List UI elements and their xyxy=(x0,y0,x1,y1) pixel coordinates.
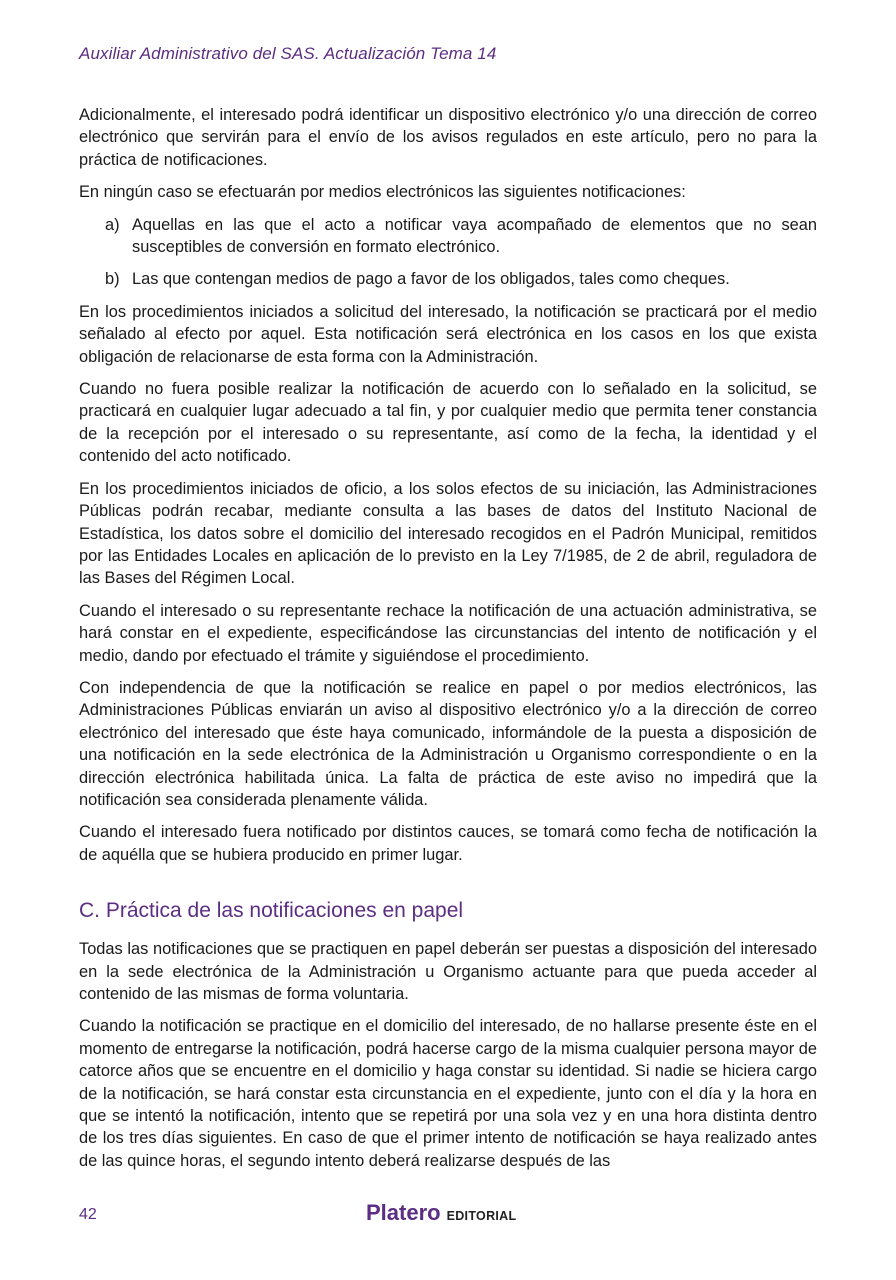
page-number: 42 xyxy=(79,1206,97,1223)
paragraph: En los procedimientos iniciados de oficio, a los solos efectos de su iniciación, las Administraciones Públicas podrán recabar, mediante consulta a las bases de datos del Instituto Nacional de Estadística, los datos sobre el domicilio del interesado recogidos en el Padrón Municipal, remitidos por las Entidades Locales en aplicación de lo previsto en la Ley 7/1985, de 2 de abril, reguladora de las Bases del Régimen Local. xyxy=(79,479,817,588)
page-content xyxy=(79,104,817,1182)
paragraph: Todas las notificaciones que se practiquen en papel deberán ser puestas a disposición del interesado en la sede electrónica de la Administración u Organismo actuante para que pueda acceder al contenido de las mismas de forma voluntaria. xyxy=(79,940,817,1003)
notification-exclusions-list xyxy=(79,214,817,291)
logo-subtitle: EDITORIAL xyxy=(446,1209,517,1223)
paragraph: En ningún caso se efectuarán por medios electrónicos las siguientes notificaciones: xyxy=(79,183,686,202)
section-heading: C. Práctica de las notificaciones en papel xyxy=(79,899,464,923)
list-item-text: Aquellas en las que el acto a notificar vaya acompañado de elementos que no sean susceptibles de conversión en formato electrónico. xyxy=(132,215,817,257)
publisher-logo xyxy=(366,1200,516,1226)
paragraph: Adicionalmente, el interesado podrá identificar un dispositivo electrónico y/o una dirección de correo electrónico que servirán para el envío de los avisos regulados en este artículo, pero no para la práctica de notificaciones. xyxy=(79,106,817,169)
paragraph: Con independencia de que la notificación se realice en papel o por medios electrónicos, las Administraciones Públicas enviarán un aviso al dispositivo electrónico y/o a la dirección de correo electrónico del interesado que éste haya comunicado, informándole de la puesta a disposición de una notificación en la sede electrónica de la Administración u Organismo correspondiente o en la dirección electrónica habilitada única. La falta de práctica de este aviso no impedirá que la notificación sea considerada plenamente válida. xyxy=(79,678,817,809)
logo-name: Platero xyxy=(366,1200,441,1225)
running-header: Auxiliar Administrativo del SAS. Actualización Tema 14 xyxy=(79,44,497,63)
paragraph: Cuando el interesado fuera notificado por distintos cauces, se tomará como fecha de notificación la de aquélla que se hubiera producido en primer lugar. xyxy=(79,823,817,864)
paragraph: En los procedimientos iniciados a solicitud del interesado, la notificación se practicará por el medio señalado al efecto por aquel. Esta notificación será electrónica en los casos en los que exista obligación de relacionarse de esta forma con la Administración. xyxy=(79,302,817,366)
paragraph: Cuando la notificación se practique en el domicilio del interesado, de no hallarse presente éste en el momento de entregarse la notificación, podrá hacerse cargo de la misma cualquier persona mayor de catorce años que se encuentre en el domicilio y haga constar su identidad. Si nadie se hiciera cargo de la notificación, se hará constar esta circunstancia en el expediente, junto con el día y la hora en que se intentó la notificación, intento que se repetirá por una sola vez y en una hora distinta dentro de los tres días siguientes. En caso de que el primer intento de notificación se haya realizado antes de las quince horas, el segundo intento deberá realizarse después de las xyxy=(79,1017,817,1170)
list-item xyxy=(79,214,817,259)
list-item xyxy=(79,268,817,290)
list-item-text: Las que contengan medios de pago a favor de los obligados, tales como cheques. xyxy=(132,270,730,289)
paragraph: Cuando no fuera posible realizar la notificación de acuerdo con lo señalado en la solicitud, se practicará en cualquier lugar adecuado a tal fin, y por cualquier medio que permita tener constancia de la recepción por el interesado o su representante, así como de la fecha, la identidad y el contenido del acto notificado. xyxy=(79,380,817,466)
list-marker: a) xyxy=(105,215,120,234)
paragraph: Cuando el interesado o su representante rechace la notificación de una actuación administrativa, se hará constar en el expediente, especificándose las circunstancias del intento de notificación y el medio, dando por efectuado el trámite y siguiéndose el procedimiento. xyxy=(79,601,817,665)
list-marker: b) xyxy=(105,270,120,289)
